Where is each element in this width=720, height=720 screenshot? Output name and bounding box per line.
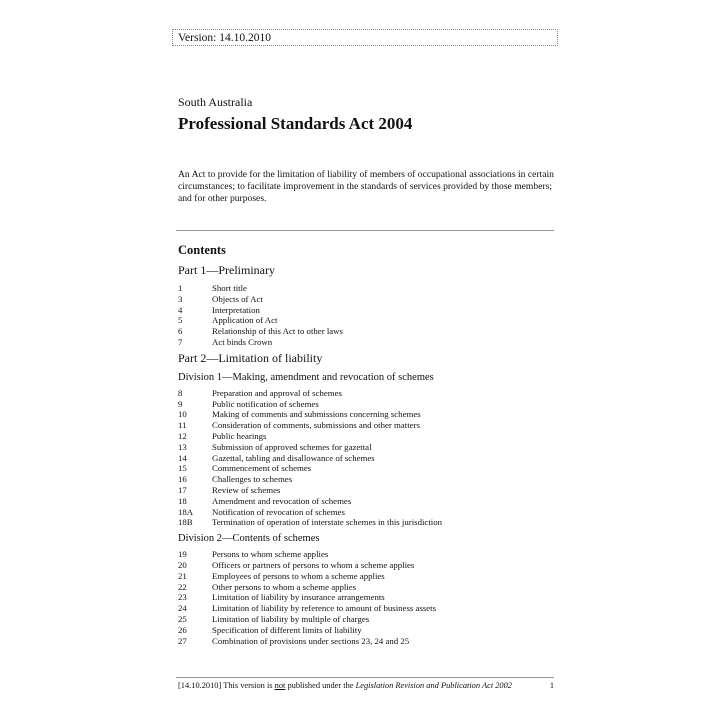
toc-item-number: 17 [178, 484, 187, 495]
toc-item[interactable] [178, 560, 558, 571]
toc-item-number: 4 [178, 304, 183, 315]
toc-item-title: Gazettal, tabling and disallowance of schemes [212, 452, 375, 463]
toc-item-number: 8 [178, 387, 183, 398]
toc-item-title: Limitation of liability by insurance arrangements [212, 592, 385, 603]
toc-item-title: Submission of approved schemes for gazettal [212, 441, 372, 452]
toc-item-title: Other persons to whom a scheme applies [212, 581, 357, 592]
toc-item-number: 3 [178, 293, 183, 304]
toc-item[interactable] [178, 463, 558, 474]
toc-item[interactable] [178, 453, 558, 464]
toc-item-title: Public hearings [212, 430, 267, 441]
toc-item[interactable] [178, 315, 558, 326]
toc-list [178, 549, 558, 646]
toc-item[interactable] [178, 399, 558, 410]
footer-note [178, 681, 512, 690]
toc-item[interactable] [178, 603, 558, 614]
page-footer [178, 680, 554, 691]
toc-item[interactable] [178, 337, 558, 348]
toc-item[interactable] [178, 420, 558, 431]
toc-item[interactable] [178, 507, 558, 518]
toc-item-title: Commencement of schemes [212, 463, 312, 474]
toc-item[interactable] [178, 474, 558, 485]
toc-item-title: Officers or partners of persons to whom a scheme applies [212, 559, 415, 570]
toc-item-title: Review of schemes [212, 484, 281, 495]
toc-item[interactable] [178, 431, 558, 442]
toc-item-title: Termination of operation of interstate schemes in this jurisdiction [212, 517, 443, 528]
toc-item-title: Making of comments and submissions concerning schemes [212, 409, 421, 420]
footer-text-before: This version is [223, 681, 273, 690]
toc-item[interactable] [178, 388, 558, 399]
toc-item-title: Combination of provisions under sections 23, 24 and 25 [212, 635, 410, 646]
toc-item-title: Consideration of comments, submissions and other matters [212, 420, 420, 431]
toc-item-title: Limitation of liability by multiple of charges [212, 613, 370, 624]
toc-item-number: 16 [178, 474, 187, 485]
toc-item-title: Challenges to schemes [212, 474, 293, 485]
toc-item[interactable] [178, 614, 558, 625]
toc-item[interactable] [178, 485, 558, 496]
toc-item-title: Notification of revocation of schemes [212, 506, 345, 517]
jurisdiction: South Australia [178, 95, 253, 109]
contents-heading: Contents [178, 243, 226, 257]
toc-item-title: Interpretation [212, 304, 260, 315]
toc-item[interactable] [178, 283, 558, 294]
division-heading[interactable]: Division 1—Making, amendment and revocation of schemes [178, 371, 434, 383]
toc-item-number: 1 [178, 283, 183, 293]
toc-item-number: 20 [178, 559, 187, 570]
toc-item-number: 25 [178, 613, 187, 624]
toc-item-title: Public notification of schemes [212, 398, 319, 409]
version-label: Version: 14.10.2010 [172, 29, 558, 46]
toc-item-number: 14 [178, 452, 187, 463]
toc-list [178, 388, 558, 528]
toc-item-title: Employees of persons to whom a scheme applies [212, 570, 385, 581]
toc-item-number: 15 [178, 463, 187, 474]
toc-item-number: 27 [178, 635, 187, 646]
toc-item-number: 21 [178, 570, 187, 581]
toc-item[interactable] [178, 305, 558, 316]
division-heading[interactable]: Division 2—Contents of schemes [178, 533, 320, 545]
toc-item-number: 10 [178, 409, 187, 420]
footer-not-word: not [274, 681, 286, 690]
toc-item-title: Short title [212, 283, 247, 293]
toc-item-number: 24 [178, 603, 187, 614]
toc-item-title: Preparation and approval of schemes [212, 387, 342, 398]
toc-item-number: 7 [178, 336, 183, 347]
toc-item-number: 18B [178, 517, 193, 528]
page-number: 1 [549, 681, 554, 690]
toc-item-number: 23 [178, 592, 187, 603]
toc-item-number: 19 [178, 549, 187, 560]
toc-item-number: 18A [178, 506, 194, 517]
toc-item[interactable] [178, 582, 558, 593]
toc-item-number: 9 [178, 398, 183, 409]
act-title: Professional Standards Act 2004 [178, 114, 413, 133]
toc-item[interactable] [178, 517, 558, 528]
footer-date: [14.10.2010] [178, 681, 222, 690]
toc-item[interactable] [178, 592, 558, 603]
toc-list [178, 283, 558, 348]
toc-item-number: 22 [178, 581, 187, 592]
toc-item[interactable] [178, 409, 558, 420]
toc-item[interactable] [178, 571, 558, 582]
toc-item-number: 26 [178, 624, 187, 635]
toc-item[interactable] [178, 625, 558, 636]
toc-item-number: 18 [178, 495, 187, 506]
toc-item-title: Objects of Act [212, 293, 263, 304]
toc-item[interactable] [178, 442, 558, 453]
toc-item-number: 11 [178, 420, 187, 431]
toc-item-number: 13 [178, 441, 187, 452]
toc-item[interactable] [178, 636, 558, 647]
footer-divider [176, 677, 554, 678]
toc-item-title: Limitation of liability by reference to amount of business assets [212, 603, 437, 614]
toc-item-title: Relationship of this Act to other laws [212, 326, 343, 337]
toc-item-title: Act binds Crown [212, 336, 273, 347]
long-title: An Act to provide for the limitation of liability of members of occupational associations in certain circumstances; to facilitate improvement in the standards of services provided by those members; and for other purposes. [178, 169, 554, 204]
toc-item[interactable] [178, 496, 558, 507]
toc-item[interactable] [178, 326, 558, 337]
part-heading[interactable]: Part 1—Preliminary [178, 263, 275, 277]
toc-item[interactable] [178, 549, 558, 560]
toc-item-title: Application of Act [212, 315, 278, 326]
toc-item[interactable] [178, 294, 558, 305]
footer-text-middle: published under the [287, 681, 354, 690]
table-of-contents [178, 243, 558, 649]
divider [176, 230, 554, 231]
toc-item-number: 6 [178, 326, 183, 337]
footer-act-name: Legislation Revision and Publication Act 2002 [355, 681, 512, 690]
toc-item-title: Specification of different limits of liability [212, 624, 362, 635]
toc-item-title: Persons to whom scheme applies [212, 549, 329, 560]
part-heading[interactable]: Part 2—Limitation of liability [178, 350, 323, 365]
toc-item-number: 12 [178, 430, 187, 441]
toc-item-title: Amendment and revocation of schemes [212, 495, 352, 506]
toc-item-number: 5 [178, 315, 183, 326]
